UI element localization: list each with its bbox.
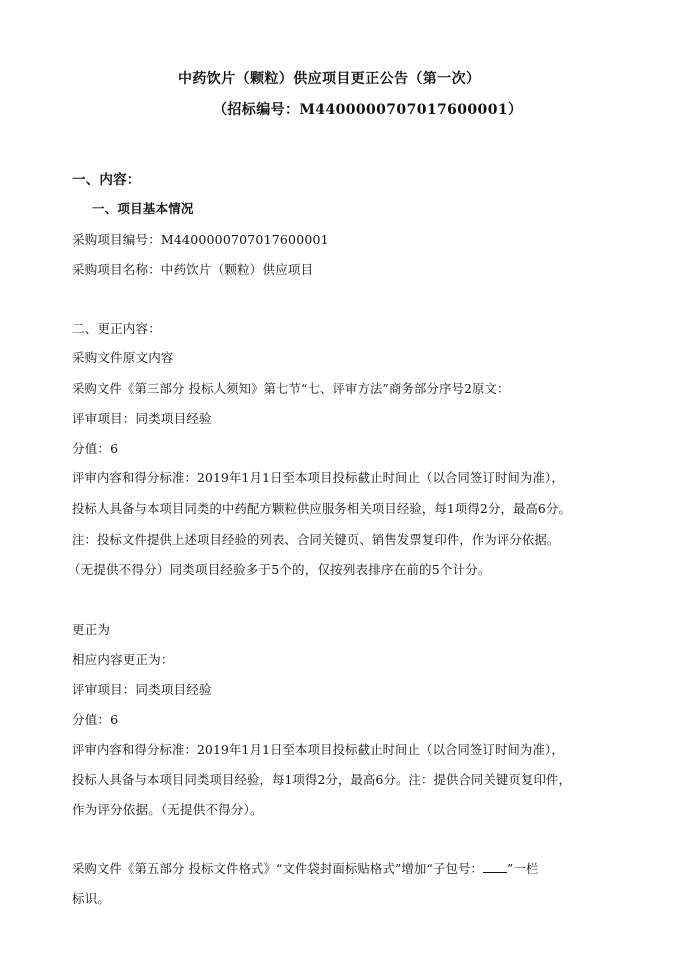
format-change-text-post: ”一栏 bbox=[506, 862, 539, 876]
document-title: 中药饮片（颗粒）供应项目更正公告（第一次） bbox=[178, 71, 481, 87]
corrected-score: 分值：6 bbox=[72, 712, 119, 727]
corrected-label: 更正为 bbox=[72, 622, 111, 637]
subsection-heading-basic-info: 一、项目基本情况 bbox=[92, 201, 194, 216]
tender-number: （招标编号：M4400000707017600001） bbox=[213, 102, 523, 118]
original-standard-line-1: 评审内容和得分标准：2019年1月1日至本项目投标截止时间止（以合同签订时间为准）， bbox=[72, 471, 564, 485]
project-name: 采购项目名称：中药饮片（颗粒）供应项目 bbox=[72, 262, 314, 277]
section-heading-corrections: 二、更正内容： bbox=[72, 321, 161, 336]
sub-package-blank bbox=[483, 860, 507, 873]
corrected-intro: 相应内容更正为： bbox=[72, 652, 174, 667]
project-number: 采购项目编号：M4400000707017600001 bbox=[72, 232, 329, 247]
corrected-standard-line-1: 评审内容和得分标准：2019年1月1日至本项目投标截止时间止（以合同签订时间为准）， bbox=[72, 743, 564, 757]
original-standard-line-4: （无提供不得分）同类项目经验多于5个的，仅按列表排序在前的5个计分。 bbox=[68, 562, 491, 577]
format-change-line-1 bbox=[72, 860, 538, 878]
original-content-label: 采购文件原文内容 bbox=[72, 350, 174, 365]
original-review-item: 评审项目：同类项目经验 bbox=[72, 411, 212, 426]
corrected-standard-line-2: 投标人具备与本项目同类项目经验，每1项得2分，最高6分。注：提供合同关键页复印件， bbox=[72, 773, 571, 787]
original-score: 分值：6 bbox=[72, 441, 119, 456]
original-standard-line-3: 注：投标文件提供上述项目经验的列表、合同关键页、销售发票复印件，作为评分依据。 bbox=[72, 533, 560, 547]
corrected-review-item: 评审项目：同类项目经验 bbox=[72, 682, 212, 697]
original-reference: 采购文件《第三部分 投标人须知》第七节“七、评审方法”商务部分序号2原文： bbox=[72, 382, 510, 396]
section-heading-content: 一、内容： bbox=[72, 172, 141, 188]
original-standard-line-2: 投标人具备与本项目同类的中药配方颗粒供应服务相关项目经验，每1项得2分，最高6分。 bbox=[72, 502, 571, 516]
format-change-line-2: 标识。 bbox=[72, 891, 111, 906]
corrected-standard-line-3: 作为评分依据。（无提供不得分）。 bbox=[72, 802, 263, 817]
format-change-text-pre: 采购文件《第五部分 投标文件格式》“文件袋封面标贴格式”增加“子包号： bbox=[72, 862, 483, 876]
